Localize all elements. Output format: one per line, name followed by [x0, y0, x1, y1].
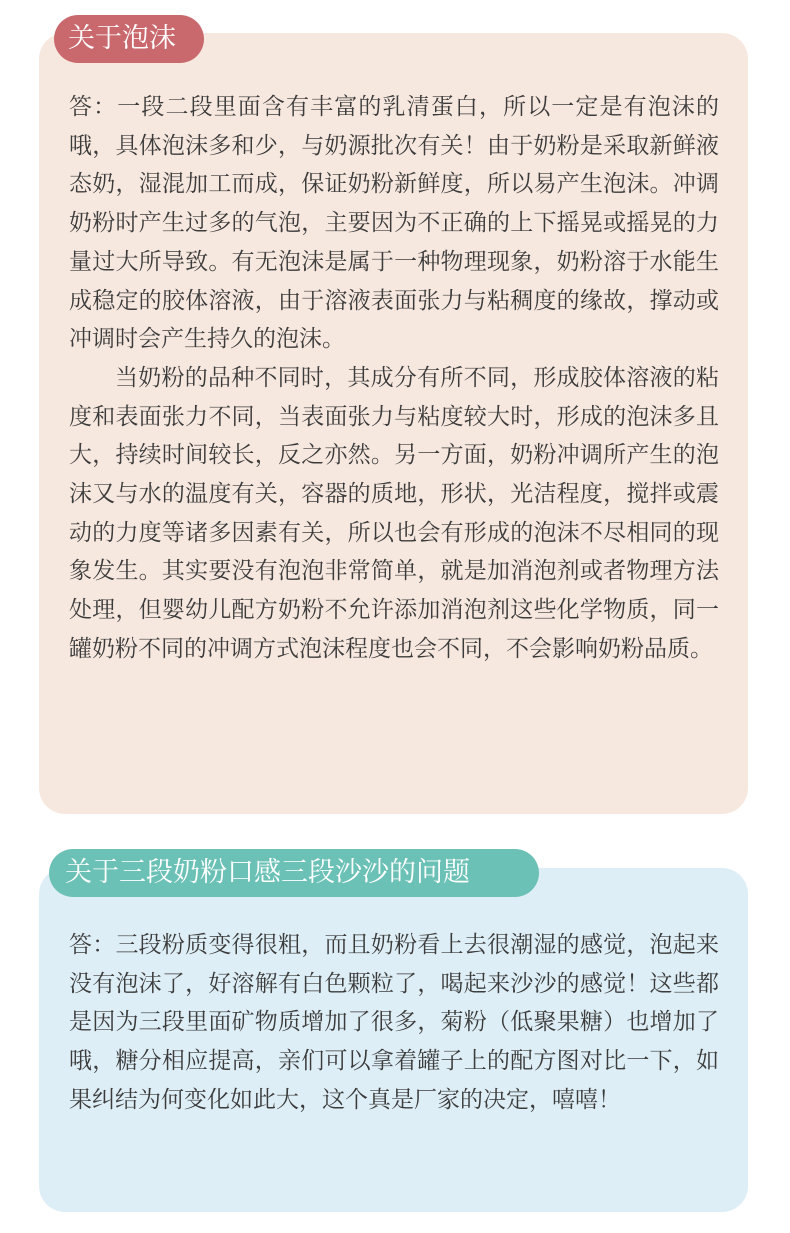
foam-faq-card — [39, 33, 748, 814]
stage3-texture-faq-card — [39, 868, 748, 1212]
foam-answer-paragraph-1: 答：一段二段里面含有丰富的乳清蛋白，所以一定是有泡沫的哦，具体泡沫多和少，与奶源批次有关！由于奶粉是采取新鲜液态奶，湿混加工而成，保证奶粉新鲜度，所以易产生泡沫。冲调奶粉时产生过多的气泡，主要因为不正确的上下摇晃或摇晃的力量过大所导致。有无泡沫是属于一种物理现象，奶粉溶于水能生成稳定的胶体溶液，由于溶液表面张力与粘稠度的缘故，撑动或冲调时会产生持久的泡沫。 — [69, 94, 719, 353]
foam-answer-paragraph-2: 当奶粉的品种不同时，其成分有所不同，形成胶体溶液的粘度和表面张力不同，当表面张力与粘度较大时，形成的泡沫多且大，持续时间较长，反之亦然。另一方面，奶粉冲调所产生的泡沫又与水的温度有关，容器的质地，形状，光洁程度，搅拌或震动的力度等诸多因素有关，所以也会有形成的泡沫不尽相同的现象发生。其实要没有泡泡非常简单，就是加消泡剂或者物理方法处理，但婴幼儿配方奶粉不允许添加消泡剂这些化学物质，同一罐奶粉不同的冲调方式泡沫程度也会不同，不会影响奶粉品质。 — [69, 364, 719, 662]
stage3-section-title: 关于三段奶粉口感三段沙沙的问题 — [49, 849, 539, 897]
foam-section-title: 关于泡沫 — [54, 15, 204, 63]
stage3-answer-paragraph-1: 答：三段粉质变得很粗，而且奶粉看上去很潮湿的感觉，泡起来没有泡沫了，好溶解有白色颗粒了，喝起来沙沙的感觉！这些都是因为三段里面矿物质增加了很多，菊粉（低聚果糖）也增加了哦，糖分相应提高，亲们可以拿着罐子上的配方图对比一下，如果纠结为何变化如此大，这个真是厂家的决定，嘻嘻！ — [69, 932, 719, 1113]
stage3-answer-text — [69, 926, 719, 1120]
foam-answer-text — [69, 88, 719, 669]
